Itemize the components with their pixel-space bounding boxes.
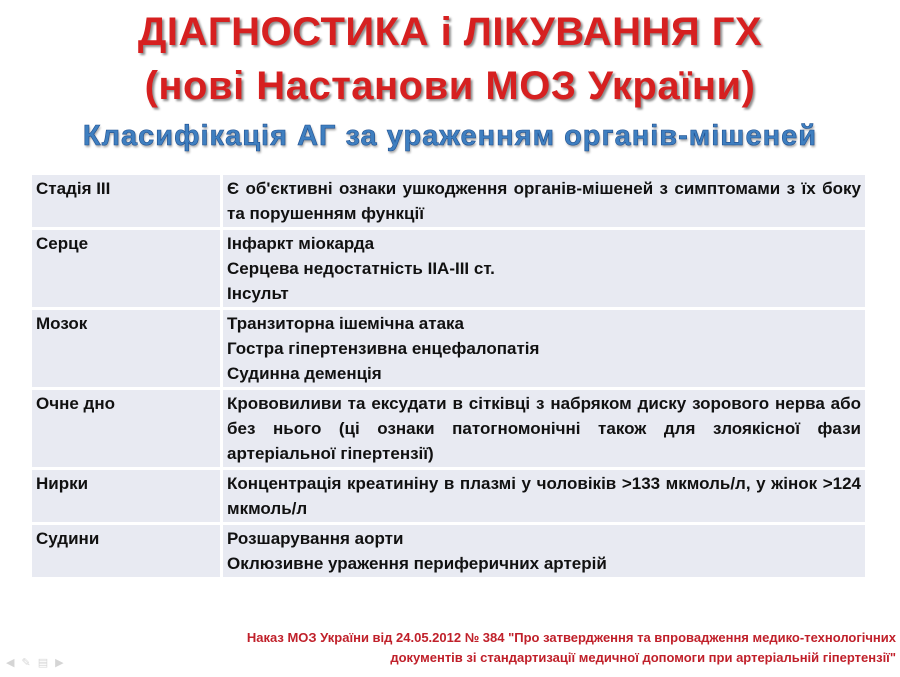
description-cell [223, 470, 865, 522]
stage-cell: Стадія ІІІ [32, 175, 223, 227]
table-row [32, 230, 865, 307]
description-cell [223, 390, 865, 467]
slide-title-line2: (нові Настанови МОЗ України) [144, 64, 756, 108]
stage-cell: Судини [32, 525, 223, 577]
footer-reference [60, 628, 896, 668]
description-line: Крововиливи та ексудати в сітківці з набряком диску зорового нерва або без нього (ці ознаки патогномонічні також для злоякісної фази артеріальної гіпертензії) [227, 394, 861, 463]
footer-line2: документів зі стандартизації медичної допомоги при артеріальній гіпертензії" [390, 650, 896, 665]
stage-cell: Очне дно [32, 390, 223, 467]
classification-table-body [32, 175, 865, 577]
description-line: Судинна деменція [227, 364, 382, 383]
description-line: Інфаркт міокарда [227, 234, 375, 253]
menu-icon[interactable]: ▤ [37, 657, 49, 669]
description-line: Концентрація креатиніну в плазмі у чоловіків >133 мкмоль/л, у жінок >124 мкмоль/л [227, 474, 861, 518]
description-cell [223, 230, 865, 307]
description-line: Є об'єктивні ознаки ушкодження органів-мішеней з симптомами з їх боку та порушенням функції [227, 179, 861, 223]
stage-cell: Серце [32, 230, 223, 307]
table-row [32, 175, 865, 227]
description-line: Серцева недостатність ІІА-ІІІ ст. [227, 259, 495, 278]
description-line: Гостра гіпертензивна енцефалопатія [227, 339, 540, 358]
table-row [32, 525, 865, 577]
classification-table [32, 172, 865, 580]
table-row [32, 470, 865, 522]
description-line: Транзиторна ішемічна атака [227, 314, 464, 333]
table-row [32, 390, 865, 467]
description-cell [223, 310, 865, 387]
description-line: Розшарування аорти [227, 529, 404, 548]
description-cell [223, 175, 865, 227]
footer-line1: Наказ МОЗ України від 24.05.2012 № 384 "Про затвердження та впровадження медико-технологічних [246, 630, 896, 645]
stage-cell: Нирки [32, 470, 223, 522]
description-line: Оклюзивне ураження периферичних артерій [227, 554, 607, 573]
stage-cell: Мозок [32, 310, 223, 387]
table-row [32, 310, 865, 387]
description-cell [223, 525, 865, 577]
next-arrow-icon[interactable]: ▶ [55, 657, 64, 669]
prev-arrow-icon[interactable]: ◀ [6, 657, 15, 669]
slide-subtitle: Класифікація АГ за ураженням органів-мішеней [82, 120, 818, 152]
description-line: Інсульт [227, 284, 289, 303]
pen-icon[interactable]: ✎ [21, 657, 31, 669]
slide-title-line1: ДІАГНОСТИКА і ЛІКУВАННЯ ГХ [137, 10, 763, 54]
slide-nav-controls [6, 656, 64, 670]
